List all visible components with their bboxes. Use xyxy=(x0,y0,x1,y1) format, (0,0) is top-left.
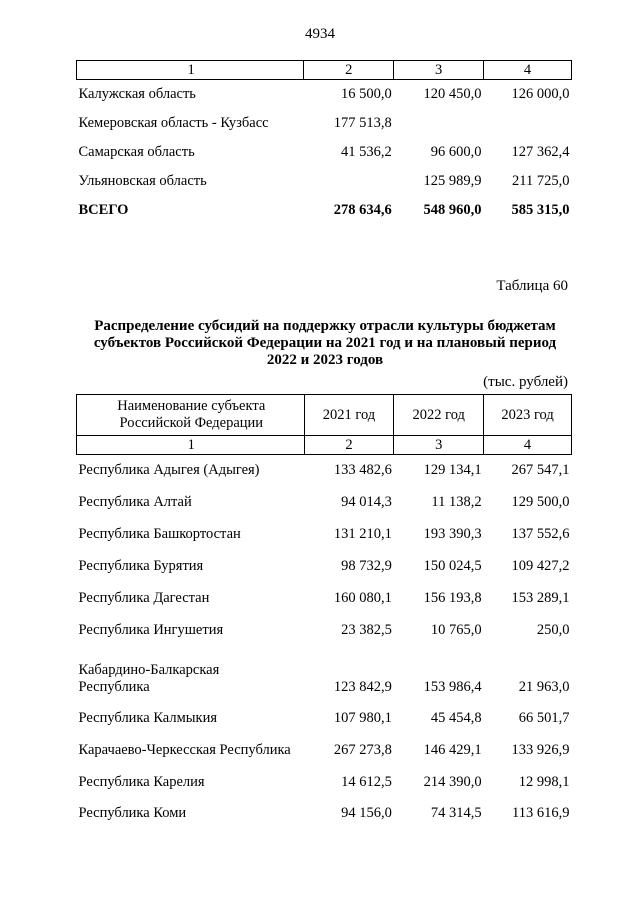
value-2023: 126 000,0 xyxy=(511,86,570,102)
header-2022: 2022 год xyxy=(394,395,484,436)
value-2022: 120 450,0 xyxy=(423,86,482,102)
table-row xyxy=(77,487,572,519)
value-2022: 156 193,8 xyxy=(423,590,482,606)
table-row xyxy=(77,702,572,734)
region-name: Республика Калмыкия xyxy=(78,709,217,726)
value-2021: 133 482,6 xyxy=(333,462,392,479)
region-name: Республика Коми xyxy=(78,805,187,822)
table-row xyxy=(77,167,572,196)
value-2022 xyxy=(394,109,484,138)
table-row xyxy=(77,583,572,615)
table-row xyxy=(77,798,572,830)
col-number-3: 3 xyxy=(394,436,484,455)
total-row xyxy=(77,196,572,225)
table-title xyxy=(70,318,580,369)
title-line: 2022 и 2023 годов xyxy=(266,352,384,368)
table-row xyxy=(77,551,572,583)
table-row xyxy=(77,646,572,702)
value-2023: 137 552,6 xyxy=(511,526,570,543)
value-2022: 153 986,4 xyxy=(423,679,482,696)
region-name: Кемеровская область - Кузбасс xyxy=(78,115,269,131)
value-2023: 250,0 xyxy=(536,621,570,638)
value-2021: 177 513,8 xyxy=(333,115,392,131)
col-number-1: 1 xyxy=(77,61,304,80)
region-name: Республика Башкортостан xyxy=(78,526,241,543)
region-name: Республика Алтай xyxy=(78,494,192,511)
subsidies-table xyxy=(76,394,572,830)
region-name-line: Республика xyxy=(78,679,150,696)
value-2022: 74 314,5 xyxy=(430,805,482,822)
page-number: 4934 xyxy=(305,26,335,42)
header-region-line: Российской Федерации xyxy=(119,415,264,431)
value-2021: 267 273,8 xyxy=(333,741,392,758)
region-name: Калужская область xyxy=(78,86,196,102)
value-2021: 41 536,2 xyxy=(340,144,392,160)
value-2021 xyxy=(304,167,394,196)
value-2022: 11 138,2 xyxy=(431,494,482,511)
region-name: Карачаево-Черкесская Республика xyxy=(78,741,291,758)
title-line: субъектов Российской Федерации на 2021 год и на плановый период xyxy=(93,335,557,351)
header-region-line: Наименование субъекта xyxy=(117,398,266,414)
region-name: Республика Карелия xyxy=(78,773,205,790)
total-label: ВСЕГО xyxy=(78,202,129,218)
value-2021: 16 500,0 xyxy=(340,86,392,102)
total-2023: 585 315,0 xyxy=(511,202,570,218)
col-number-1: 1 xyxy=(77,436,305,455)
total-2022: 548 960,0 xyxy=(423,202,482,218)
table-row xyxy=(77,519,572,551)
units-label: (тыс. рублей) xyxy=(483,374,568,390)
value-2022: 150 024,5 xyxy=(423,558,482,575)
header-region xyxy=(77,395,305,436)
value-2023: 267 547,1 xyxy=(511,462,570,479)
region-name xyxy=(77,646,305,702)
table-row xyxy=(77,109,572,138)
value-2023: 129 500,0 xyxy=(511,494,570,511)
value-2023: 12 998,1 xyxy=(518,773,570,790)
value-2022: 129 134,1 xyxy=(423,462,482,479)
value-2021: 94 014,3 xyxy=(341,494,392,511)
value-2022: 146 429,1 xyxy=(423,741,482,758)
value-2023: 109 427,2 xyxy=(511,558,570,575)
table-label: Таблица 60 xyxy=(496,278,568,294)
column-number-row xyxy=(77,436,572,455)
value-2023: 211 725,0 xyxy=(512,173,570,189)
region-name: Республика Бурятия xyxy=(78,558,204,575)
header-2021: 2021 год xyxy=(304,395,394,436)
value-2022: 96 600,0 xyxy=(430,144,482,160)
value-2021: 160 080,1 xyxy=(333,590,392,606)
table-row xyxy=(77,138,572,167)
value-2021: 94 156,0 xyxy=(341,805,392,822)
header-row xyxy=(77,395,572,436)
region-name-line: Кабардино-Балкарская xyxy=(78,662,220,679)
value-2021: 131 210,1 xyxy=(333,526,392,543)
total-2021: 278 634,6 xyxy=(333,202,392,218)
table-row xyxy=(77,734,572,766)
value-2023: 133 926,9 xyxy=(511,741,570,758)
col-number-2: 2 xyxy=(304,436,394,455)
region-name: Республика Ингушетия xyxy=(78,621,224,638)
header-2023: 2023 год xyxy=(484,395,572,436)
value-2021: 98 732,9 xyxy=(341,558,392,575)
continued-table xyxy=(76,60,572,225)
region-name: Республика Дагестан xyxy=(78,590,210,606)
value-2022: 214 390,0 xyxy=(423,773,482,790)
value-2023 xyxy=(484,109,572,138)
value-2022: 45 454,8 xyxy=(430,709,482,726)
value-2023: 21 963,0 xyxy=(518,679,570,696)
value-2022: 10 765,0 xyxy=(430,621,482,638)
value-2023: 127 362,4 xyxy=(511,144,570,160)
col-number-2: 2 xyxy=(304,61,394,80)
value-2023: 66 501,7 xyxy=(518,709,570,726)
value-2022: 193 390,3 xyxy=(423,526,482,543)
value-2021: 14 612,5 xyxy=(341,773,392,790)
table-row xyxy=(77,80,572,110)
region-name: Республика Адыгея (Адыгея) xyxy=(78,462,260,479)
value-2021: 23 382,5 xyxy=(341,621,392,638)
value-2023: 113 616,9 xyxy=(512,805,570,822)
table-row xyxy=(77,614,572,646)
value-2021: 107 980,1 xyxy=(333,709,392,726)
col-number-3: 3 xyxy=(394,61,484,80)
col-number-4: 4 xyxy=(484,436,572,455)
value-2021: 123 842,9 xyxy=(333,679,392,696)
region-name: Самарская область xyxy=(78,144,195,160)
value-2022: 125 989,9 xyxy=(423,173,482,189)
column-number-row xyxy=(77,61,572,80)
col-number-4: 4 xyxy=(484,61,572,80)
title-line: Распределение субсидий на поддержку отрасли культуры бюджетам xyxy=(94,318,556,334)
table-row xyxy=(77,455,572,487)
table-row xyxy=(77,766,572,798)
region-name: Ульяновская область xyxy=(78,173,207,189)
value-2023: 153 289,1 xyxy=(511,590,570,606)
